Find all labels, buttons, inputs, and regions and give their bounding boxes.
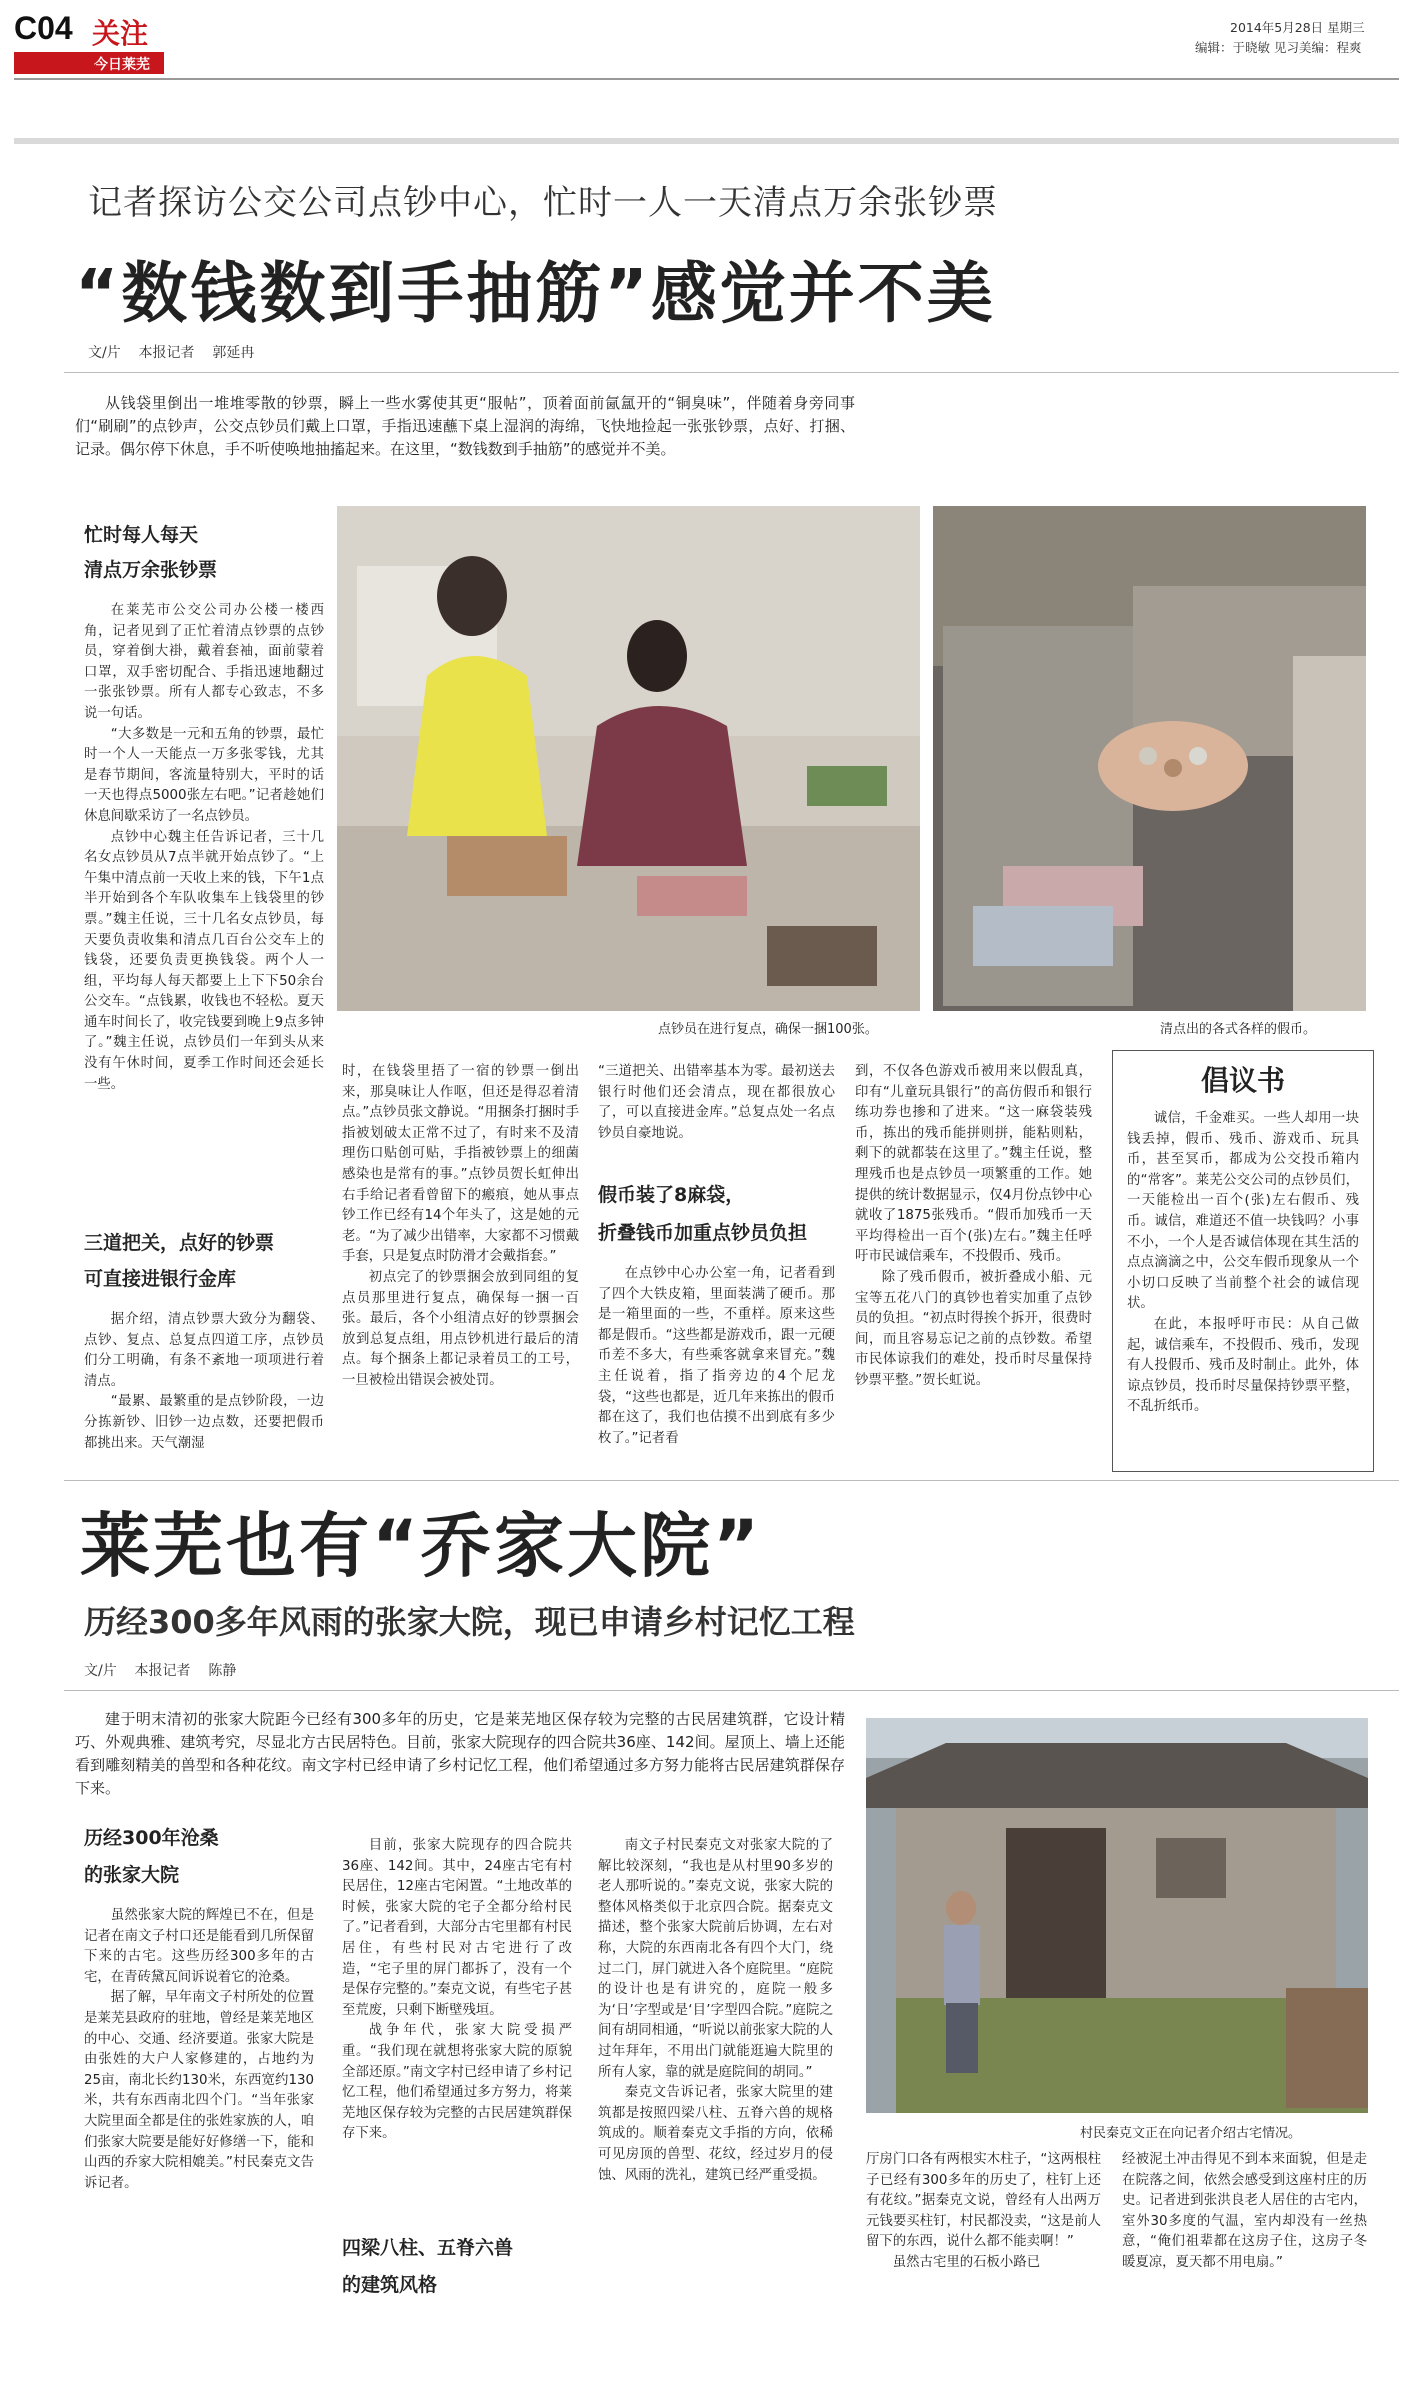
paragraph: 经被泥土冲击得见不到本来面貌，但是走在院落之间，依然会感受到这座村庄的历史。记者进到张洪良老人居住的古宅内，室外30多度的气温，室内却没有一丝热意，“俺们祖辈都在这房子住，这房子冬暖夏凉，夏天都不用电扇。” [1122, 2152, 1367, 2270]
article2-sub1a: 历经300年沧桑 [84, 1827, 219, 1849]
article1-col2 [342, 1062, 579, 1392]
photo2-caption: 清点出的各式各样的假币。 [1160, 1022, 1317, 1037]
counting-staff-image [337, 506, 920, 1011]
page-number: C04 [14, 10, 73, 46]
paragraph: 在点钞中心办公室一角，记者看到了四个大铁皮箱，里面装满了硬币。那是一箱里面的一些，不重样。原来这些都是假币。“这些都是游戏币，跟一元硬币差不多大，有些乘客就拿来冒充。”魏主任说着，指了指旁边的4个尼龙袋，“这些也都是，近几年来拣出的假币都在这了，我们也估摸不出到底有多少枚了。”记者看 [598, 1266, 835, 1446]
article2-sub2a: 四梁八柱、五脊六兽 [342, 2237, 514, 2259]
paragraph: 目前，张家大院现存的四合院共36座、142间。其中，24座古宅有村民居住，12座古宅闲置。“土地改革的时候，张家大院的宅子全都分给村民了。”记者看到，大部分古宅里都有村民居住，有些村民对古宅进行了改造，“宅子里的屏门都拆了，没有一个是保存完整的。”秦克文说，有些宅子甚至荒废，只剩下断壁残垣。 [342, 1838, 572, 2018]
paragraph: “最累、最繁重的是点钞阶段，一边分拣新钞、旧钞一边点数，还要把假币都挑出来。天气潮湿 [84, 1394, 324, 1451]
article2-col2 [342, 1836, 572, 2145]
article1-sub1a: 忙时每人每天 [84, 524, 199, 546]
article1-sub1b: 清点万余张钞票 [84, 559, 218, 581]
paragraph: 虽然古宅里的石板小路已 [892, 2254, 1041, 2270]
paragraph: 秦克文告诉记者，张家大院里的建筑都是按照四梁八柱、五脊六兽的规格筑成的。顺着秦克文手指的方向，依稀可见房顶的兽型、花纹，经过岁月的侵蚀、风雨的洗礼，建筑已经严重受损。 [598, 2085, 833, 2183]
article1-col1 [84, 601, 324, 1095]
old-house-image [866, 1718, 1368, 2113]
article1-lead: 从钱袋里倒出一堆堆零散的钞票，瞬上一些水雾使其更“服帖”，顶着面前氤氲开的“铜臭味”，伴随着身旁同事们“刷刷”的点钞声，公交点钞员们戴上口罩，手指迅速蘸下桌上湿润的海绵，飞快地捡起一张张钞票，点好、打捆、记录。偶尔停下休息，手不听使唤地抽搐起来。在这里，“数钱数到手抽筋”的感觉并不美。 [75, 394, 855, 458]
paragraph: 虽然张家大院的辉煌已不在，但是记者在南文子村口还是能看到几所保留下来的古宅。这些历经300多年的古宅，在青砖黛瓦间诉说着它的沧桑。 [84, 1908, 314, 1985]
article1-headline: “数钱数到手抽筋”感觉并不美 [75, 255, 996, 332]
article2-headline: 莱芜也有“乔家大院” [80, 1505, 763, 1587]
photo-old-house [866, 1718, 1368, 2113]
proposal-body [1127, 1109, 1359, 1418]
paragraph: “大多数是一元和五角的钞票，最忙时一个人一天能点一万多张零钱，尤其是春节期间，客流量特别大，平时的话一天也得点5000张左右吧。”记者趁她们休息间歇采访了一名点钞员。 [84, 726, 324, 824]
article1-byline: 文/片 本报记者 郭延冉 [88, 345, 255, 361]
paragraph: 厅房门口各有两根实木柱子，“这两根柱子已经有300多年的历史了，柱钉上还有花纹。”据秦克文说，曾经有人出两万元钱要买柱钉，村民都没卖，“这是前人留下的东西，说什么都不能卖啊！” [866, 2152, 1101, 2250]
paragraph: 南文子村民秦克文对张家大院的了解比较深刻，“我也是从村里90多岁的老人那听说的。”秦克文说，张家大院的整体风格类似于北京四合院。据秦克文描述，整个张家大院前后协调，左右对称，大院的东西南北各有四个大门，绕过二门，屏门就进入各个庭院里。“庭院的设计也是有讲究的，庭院一般多为‘日’字型或是‘目’字型四合院。”庭院之间有胡同相通，“听说以前张家大院的人过年拜年，不用出门就能逛遍大院里的所有人家，靠的就是庭院间的胡同。” [598, 1838, 833, 2080]
article2-divider [64, 1690, 1399, 1691]
article2-byline: 文/片 本报记者 陈静 [84, 1663, 237, 1679]
paragraph: 据了解，早年南文子村所处的位置是莱芜县政府的驻地，曾经是莱芜地区的中心、交通、经济要道。张家大院是由张姓的大户人家修建的，占地约为25亩，南北长约130米，东西宽约130米，共有东西南北四个门。“当年张家大院里面全都是住的张姓家族的人，咱们张家大院要是能好好修缮一下，能和山西的乔家大院相媲美。”村民秦克文告诉记者。 [84, 1990, 314, 2191]
photo-counterfeit-coins [933, 506, 1366, 1011]
paragraph: 在莱芜市公交公司办公楼一楼西角，记者见到了正忙着清点钞票的点钞员，穿着倒大褂，戴着套袖，面前蒙着口罩，双手密切配合、手指迅速地翻过一张张钞票。所有人都专心致志，不多说一句话。 [84, 603, 324, 721]
article1-col4 [855, 1062, 1092, 1392]
top-thick-rule [14, 138, 1399, 144]
article1-col3b [598, 1264, 835, 1449]
article1-sub2b: 可直接进银行金库 [84, 1268, 237, 1290]
article1-col3 [598, 1062, 835, 1144]
article2-col3 [598, 1836, 833, 2186]
photo-counting-staff [337, 506, 920, 1011]
article2-col5 [1122, 2150, 1367, 2274]
article2-sub2b: 的建筑风格 [342, 2274, 438, 2296]
paragraph: 到，不仅各色游戏币被用来以假乱真，印有“儿童玩具银行”的高仿假币和银行练功券也掺和了进来。“这一麻袋装残币，拣出的残币能拼则拼，能粘则粘，剩下的就都装在这里了。”魏主任说，整理残币也是点钞员一项繁重的工作。她提供的统计数据显示，仅4月份点钞中心就收了1875张残币。“假币加残币一天平均得检出一百个(张)左右。”魏主任呼吁市民诚信乘车，不投假币、残币。 [855, 1064, 1092, 1265]
header-rule [14, 78, 1399, 80]
article2-sub1b: 的张家大院 [84, 1864, 180, 1886]
article1-sub2a: 三道把关，点好的钞票 [84, 1232, 275, 1254]
proposal-box [1112, 1050, 1374, 1472]
counterfeit-coins-image [933, 506, 1366, 1011]
article1-col1b [84, 1310, 324, 1454]
paragraph: 据介绍，清点钞票大致分为翻袋、点钞、复点、总复点四道工序，点钞员们分工明确，有条不紊地一项项进行着清点。 [84, 1312, 324, 1389]
paragraph: “三道把关、出错率基本为零。最初送去银行时他们还会清点，现在都很放心了，可以直接进金库。”总复点处一名点钞员自豪地说。 [598, 1064, 835, 1141]
article1-sub3a: 假币装了8麻袋， [598, 1184, 745, 1206]
section-name: 关注 [92, 17, 149, 50]
article1-sub3b: 折叠钱币加重点钞员负担 [598, 1222, 808, 1244]
header-editors: 编辑：于晓敏 见习美编：程爽 [1195, 40, 1362, 55]
proposal-title: 倡议书 [1200, 1064, 1285, 1097]
paragraph: 诚信，千金难买。一些人却用一块钱丢掉，假币、残币、游戏币、玩具币，甚至冥币，都成为公交投币箱内的“常客”。莱芜公交公司的点钞员们，一天能检出一百个(张)左右假币、残币。诚信，难道还不值一块钱吗？小事不小，一个人是否诚信体现在其生活的点点滴滴之中，公交车假币现象从一个小切口反映了当前整个社会的诚信现状。 [1127, 1111, 1359, 1312]
article2-col4 [866, 2150, 1101, 2274]
article2-subhead: 历经300多年风雨的张家大院，现已申请乡村记忆工程 [84, 1603, 855, 1641]
paragraph: 点钞中心魏主任告诉记者，三十几名女点钞员从7点半就开始点钞了。“上午集中清点前一天收上来的钱，下午1点半开始到各个车队收集车上钱袋里的钞票。”魏主任说，三十几名女点钞员，每天要负责收集和清点几百台公交车上的钱袋，还要负责更换钱袋。两个人一组，平均每人每天都要上上下下50余台公交车。“点钱累，收钱也不轻松。夏天通车时间长了，收完钱要到晚上9点多钟了。”魏主任说，点钞员们一年到头从来没有午休时间，夏季工作时间还会延长一些。 [84, 829, 324, 1092]
photo3-caption: 村民秦克文正在向记者介绍古宅情况。 [1080, 2126, 1302, 2141]
paragraph: 时，在钱袋里捂了一宿的钞票一倒出来，那臭味让人作呕，但还是得忍着清点。”点钞员张文静说。“用捆条打捆时手指被划破太正常不过了，有时来不及清理伤口贴创可贴，手指被钞票上的细菌感染也是常有的事。”点钞员贺长虹伸出右手给记者看曾留下的瘢痕，她从事点钞工作已经有14个年头了，这是她的元老。“为了减少出错率，大家都不习惯戴手套，只是复点时防滑才会戴指套。” [342, 1064, 579, 1265]
paragraph: 战争年代，张家大院受损严重。“我们现在就想将张家大院的原貌全部还原。”南文字村已经申请了乡村记忆工程，他们希望通过多方努力，将莱芜地区保存较为完整的古民居建筑群保存下来。 [342, 2023, 572, 2142]
article2-lead: 建于明末清初的张家大院距今已经有300多年的历史，它是莱芜地区保存较为完整的古民居建筑群，它设计精巧、外观典雅、建筑考究，尽显北方古民居特色。目前，张家大院现存的四合院共36座、142间。屋顶上、墙上还能看到雕刻精美的兽型和各种花纹。南文字村已经申请了乡村记忆工程，他们希望通过多方努力能将古民居建筑群保存下来。 [75, 1710, 845, 1797]
paragraph: 除了残币假币，被折叠成小船、元宝等五花八门的真钞也着实加重了点钞员的负担。“初点时得挨个拆开，很费时间，而且容易忘记之前的点钞数。希望市民体谅我们的难处，投币时尽量保持钞票平整。”贺长虹说。 [855, 1269, 1092, 1388]
article2-top-rule [64, 1480, 1399, 1481]
subsection-name: 今日莱芜 [94, 57, 150, 73]
paragraph: 在此，本报呼吁市民：从自己做起，诚信乘车，不投假币、残币，发现有人投假币、残币及时制止。此外，体谅点钞员，投币时尽量保持钞票平整，不乱折纸币。 [1127, 1316, 1359, 1415]
paragraph: 初点完了的钞票捆会放到同组的复点员那里进行复点，确保每一捆一百张。最后，各个小组清点好的钞票捆会放到总复点组，用点钞机进行最后的清点。每个捆条上都记录着员工的工号，一旦被检出错误会被处罚。 [342, 1269, 579, 1388]
page-header [0, 0, 1417, 80]
article1-divider [64, 372, 1399, 373]
article1-kicker: 记者探访公交公司点钞中心，忙时一人一天清点万余张钞票 [88, 183, 998, 223]
article2-col1 [84, 1906, 314, 2194]
header-date: 2014年5月28日 星期三 [1230, 20, 1365, 35]
photo1-caption: 点钞员在进行复点，确保一捆100张。 [658, 1022, 878, 1037]
